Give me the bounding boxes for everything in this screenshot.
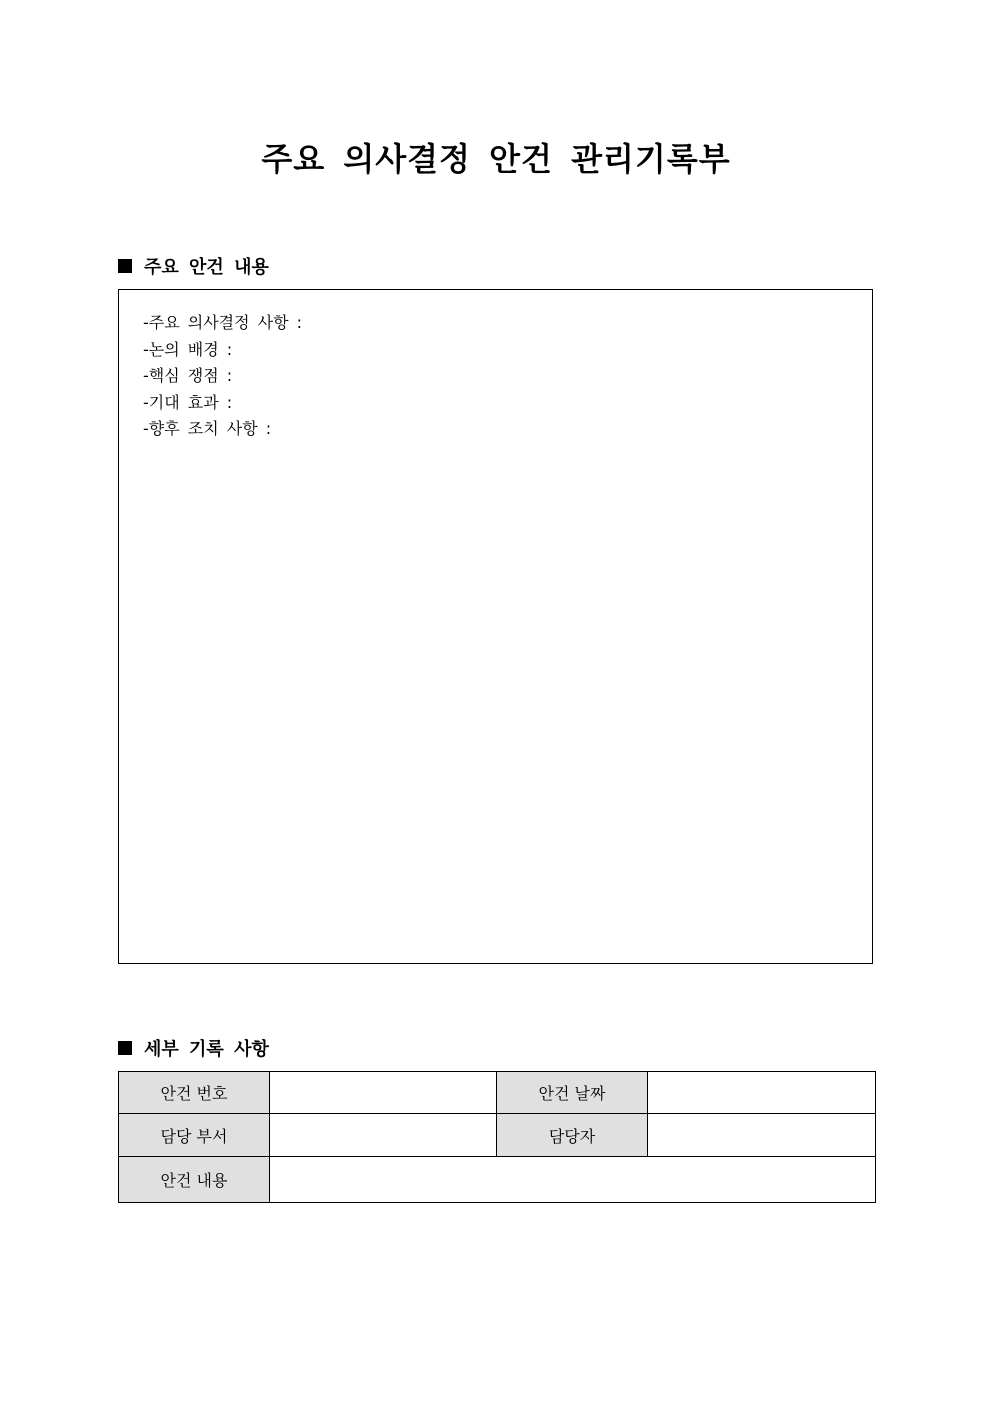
follow-up-action-line: -향후 조치 사항 :	[143, 419, 272, 438]
agenda-number-label: 안건 번호	[119, 1072, 270, 1114]
black-square-icon	[118, 259, 132, 273]
agenda-content-label: 안건 내용	[119, 1157, 270, 1203]
agenda-number-field[interactable]	[270, 1072, 497, 1114]
table-row	[119, 1157, 876, 1203]
table-row	[119, 1114, 876, 1157]
page-title: 주요 의사결정 안건 관리기록부	[261, 140, 731, 178]
section-heading-label: 세부 기록 사항	[144, 1039, 269, 1060]
department-field[interactable]	[270, 1114, 497, 1157]
agenda-date-field[interactable]	[648, 1072, 876, 1114]
detail-record-table	[118, 1071, 876, 1203]
department-label: 담당 부서	[119, 1114, 270, 1157]
agenda-content-field[interactable]	[270, 1157, 876, 1203]
section-heading-label: 주요 안건 내용	[144, 257, 269, 278]
section-heading-detail-record	[118, 1035, 269, 1061]
agenda-date-label: 안건 날짜	[497, 1072, 648, 1114]
black-square-icon	[118, 1041, 132, 1055]
expected-effect-line: -기대 효과 :	[143, 392, 233, 412]
key-issue-line: -핵심 쟁점 :	[143, 366, 233, 385]
decision-item-line: -주요 의사결정 사항 :	[143, 313, 303, 332]
section-heading-main-agenda	[118, 253, 269, 279]
manager-field[interactable]	[648, 1114, 876, 1157]
discussion-background-line: -논의 배경 :	[143, 339, 233, 359]
table-row	[119, 1072, 876, 1114]
agenda-content-box[interactable]	[118, 289, 873, 964]
manager-label: 담당자	[497, 1114, 648, 1157]
